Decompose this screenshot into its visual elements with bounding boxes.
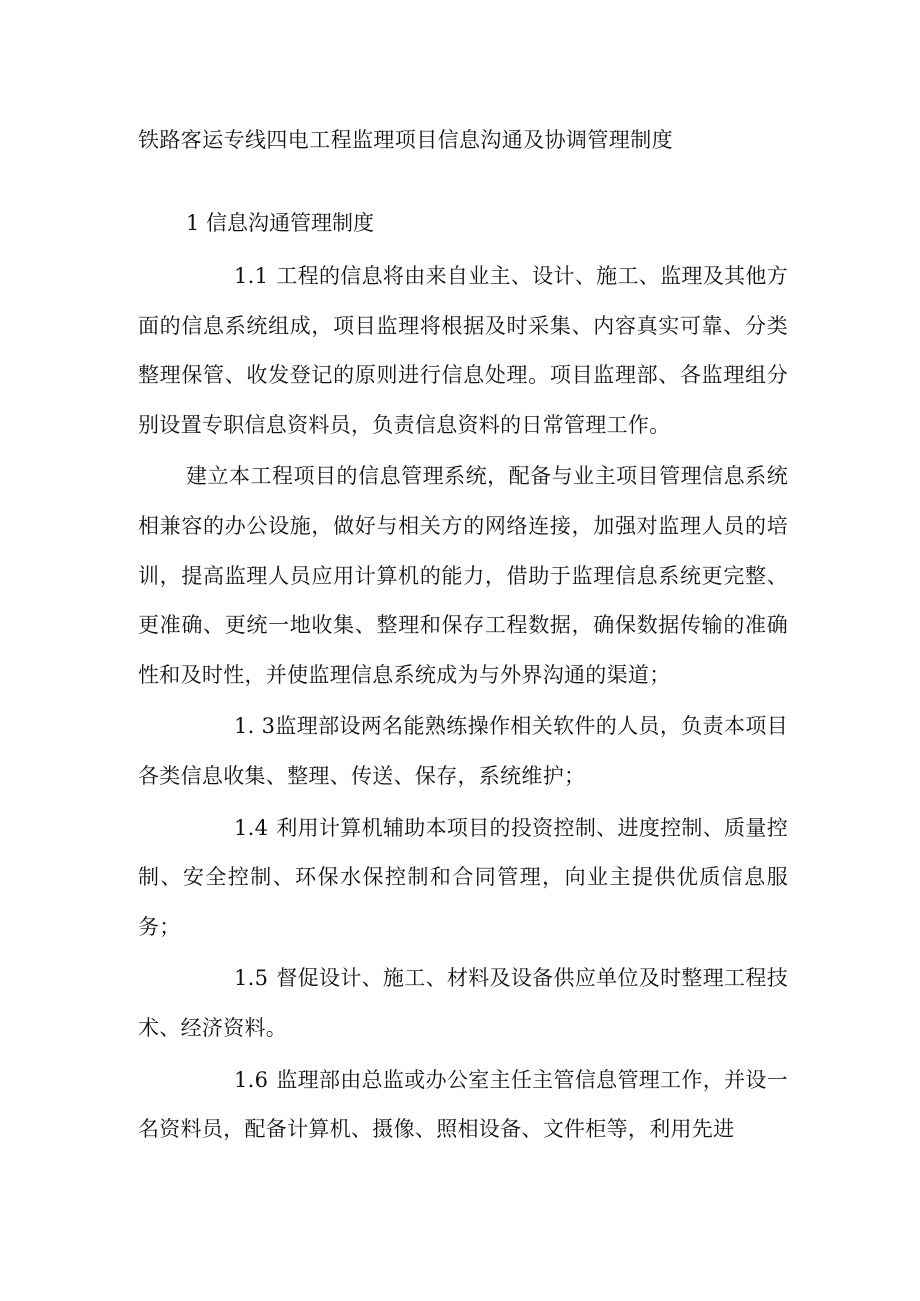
paragraph-text: 利用计算机辅助本项目的投资控制、进度控制、质量控制、安全控制、环保水保控制和合同管理，向业主提供优质信息服务； <box>138 815 788 939</box>
paragraph-1-1 <box>138 252 788 450</box>
paragraph-text: 监理部由总监或办公室主任主管信息管理工作，并设一名资料员，配备计算机、摄像、照相设备、文件柜等，利用先进 <box>138 1067 788 1142</box>
section-heading: 1 信息沟通管理制度 <box>186 211 375 235</box>
paragraph-1-4 <box>138 804 788 953</box>
paragraph-1-5 <box>138 954 788 1053</box>
paragraph-1-2 <box>138 452 788 700</box>
paragraph-number: 1. 3 <box>234 714 276 739</box>
paragraph-number: 1.6 <box>234 1067 269 1092</box>
paragraph-number: 1.5 <box>234 966 269 991</box>
paragraph-text: 监理部设两名能熟练操作相关软件的人员，负责本项目各类信息收集、整理、传送、保存，系统维护； <box>138 714 788 788</box>
paragraph-1-3 <box>138 702 788 801</box>
document-body <box>138 252 788 1157</box>
paragraph-text: 建立本工程项目的信息管理系统，配备与业主项目管理信息系统相兼容的办公设施，做好与相关方的网络连接，加强对监理人员的培训，提高监理人员应用计算机的能力，借助于监理信息系统更完整、更准确、更统一地收集、整理和保存工程数据，确保数据传输的准确性和及时性，并使监理信息系统成为与外界沟通的渠道； <box>138 464 788 687</box>
paragraph-number: 1.4 <box>234 815 269 840</box>
paragraph-number: 1.1 <box>234 264 269 288</box>
paragraph-text: 督促设计、施工、材料及设备供应单位及时整理工程技术、经济资料。 <box>138 966 788 1040</box>
document-title: 铁路客运专线四电工程监理项目信息沟通及协调管理制度 <box>138 128 673 152</box>
paragraph-1-6 <box>138 1056 788 1155</box>
paragraph-text: 工程的信息将由来自业主、设计、施工、监理及其他方面的信息系统组成，项目监理将根据及时采集、内容真实可靠、分类整理保管、收发登记的原则进行信息处理。项目监理部、各监理组分别设置专职信息资料员，负责信息资料的日常管理工作。 <box>138 264 788 437</box>
